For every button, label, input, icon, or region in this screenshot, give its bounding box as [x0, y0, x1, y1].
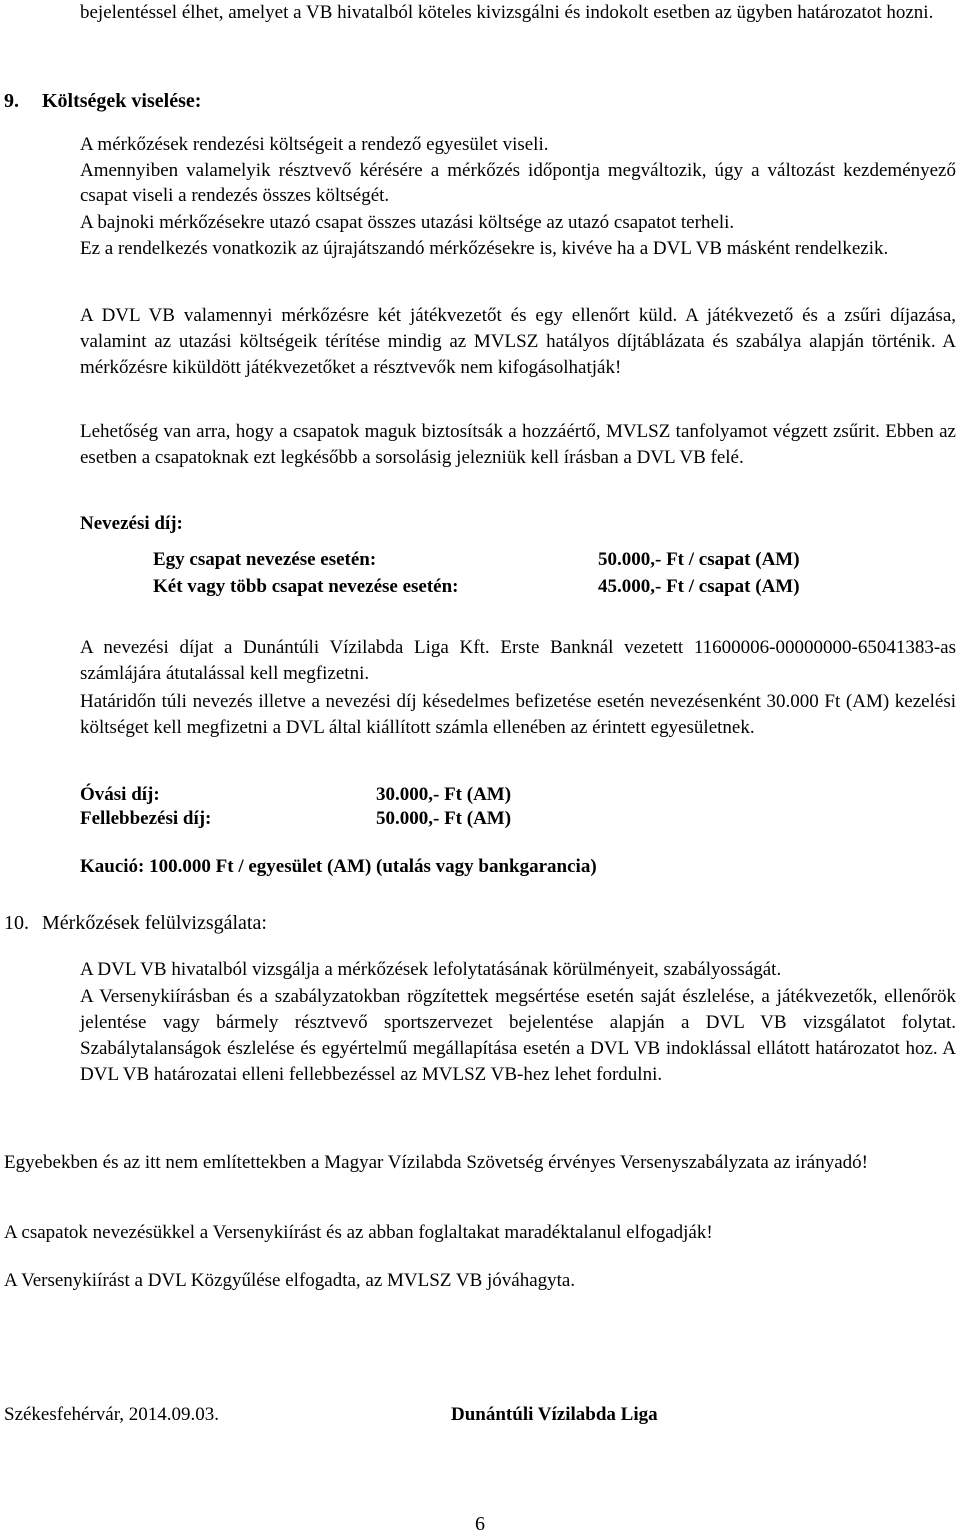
fee-label: Óvási díj: — [80, 784, 160, 805]
entry-fee-value: 50.000,- Ft / csapat (AM) — [598, 549, 800, 570]
fee-value: 50.000,- Ft (AM) — [376, 808, 512, 829]
entry-fee-label: Két vagy több csapat nevezése esetén: — [153, 576, 459, 597]
section-9-paragraph-8: Határidőn túli nevezés illetve a nevezési díj késedelmes befizetése esetén nevezésenként 30.000 Ft (AM) kezelési költséget kell megfizetni a DVL által kiállított számla ellenében az érintett egyesületnek. — [80, 691, 956, 738]
section-9-number: 9. — [4, 90, 19, 112]
section-9-title: Költségek viselése: — [42, 90, 202, 112]
section-9-paragraph-6: Lehetőség van arra, hogy a csapatok maguk biztosítsák a hozzáértő, MVLSZ tanfolyamot végzett zsűrit. Ebben az esetben a csapatoknak ezt legkésőbb a sorsolásig jelezniük kell írásban a DVL VB felé. — [80, 421, 956, 468]
entry-fee-heading: Nevezési díj: — [80, 513, 183, 534]
closing-paragraph-2: A csapatok nevezésükkel a Versenykiírást és az abban foglaltakat maradéktalanul elfogadják! — [4, 1222, 713, 1243]
deposit-line: Kaució: 100.000 Ft / egyesület (AM) (utalás vagy bankgarancia) — [80, 856, 597, 877]
intro-paragraph: bejelentéssel élhet, amelyet a VB hivatalból köteles kivizsgálni és indokolt esetben az ügyben határozatot hozni. — [80, 2, 934, 23]
section-9-paragraph-2: Amennyiben valamelyik résztvevő kérésére a mérkőzés időpontja megváltozik, úgy a változást kezdeményező csapat viseli a rendezés összes költségét. — [80, 160, 956, 206]
section-10-paragraph-1: A DVL VB hivatalból vizsgálja a mérkőzések lefolytatásának körülményeit, szabályosságát. — [80, 959, 782, 980]
entry-fee-value: 45.000,- Ft / csapat (AM) — [598, 576, 800, 597]
section-10-title: Mérkőzések felülvizsgálata: — [42, 912, 267, 934]
section-9-paragraph-7: A nevezési díjat a Dunántúli Vízilabda Liga Kft. Erste Banknál vezetett 11600006-00000000-65041383-as számlájára átutalással kell megfizetni. — [80, 637, 956, 684]
section-9-paragraph-5: A DVL VB valamennyi mérkőzésre két játékvezetőt és egy ellenőrt küld. A játékvezető és a zsűri díjazása, valamint az utazási költségeik térítése mindig az MVLSZ hatályos díjtáblázata és szabálya alapján történik. A mérkőzésre kiküldött játékvezetőket a résztvevők nem kifogásolhatják! — [80, 305, 956, 378]
signature-place-date: Székesfehérvár, 2014.09.03. — [4, 1404, 220, 1425]
page-number: 6 — [475, 1513, 485, 1535]
fee-value: 30.000,- Ft (AM) — [376, 784, 512, 805]
closing-paragraph-3: A Versenykiírást a DVL Közgyűlése elfogadta, az MVLSZ VB jóváhagyta. — [4, 1270, 576, 1291]
section-9-paragraph-1: A mérkőzések rendezési költségeit a rendező egyesület viseli. — [80, 134, 549, 155]
closing-paragraph-1: Egyebekben és az itt nem említettekben a Magyar Vízilabda Szövetség érvényes Versenyszabályzata az irányadó! — [4, 1152, 868, 1173]
section-10-paragraph-2: A Versenykiírásban és a szabályzatokban rögzítettek megsértése esetén saját észlelése, a játékvezetők, ellenőrök jelentése vagy bármely résztvevő sportszervezet bejelentése alapján a DVL VB vizsgálatot folytat. Szabálytalanságok észlelése és egyértelmű megállapítása esetén a DVL VB indoklással ellátott határozatot hoz. A DVL VB határozatai elleni fellebbezéssel az MVLSZ VB-hez lehet fordulni. — [80, 986, 956, 1085]
section-10-number: 10. — [4, 912, 29, 934]
section-9-paragraph-4: Ez a rendelkezés vonatkozik az újrajátszandó mérkőzésekre is, kivéve ha a DVL VB másként rendelkezik. — [80, 238, 889, 259]
fee-label: Fellebbezési díj: — [80, 808, 212, 829]
signature-organization: Dunántúli Vízilabda Liga — [451, 1404, 658, 1425]
section-9-paragraph-3: A bajnoki mérkőzésekre utazó csapat összes utazási költsége az utazó csapatot terheli. — [80, 212, 735, 233]
entry-fee-label: Egy csapat nevezése esetén: — [153, 549, 377, 570]
